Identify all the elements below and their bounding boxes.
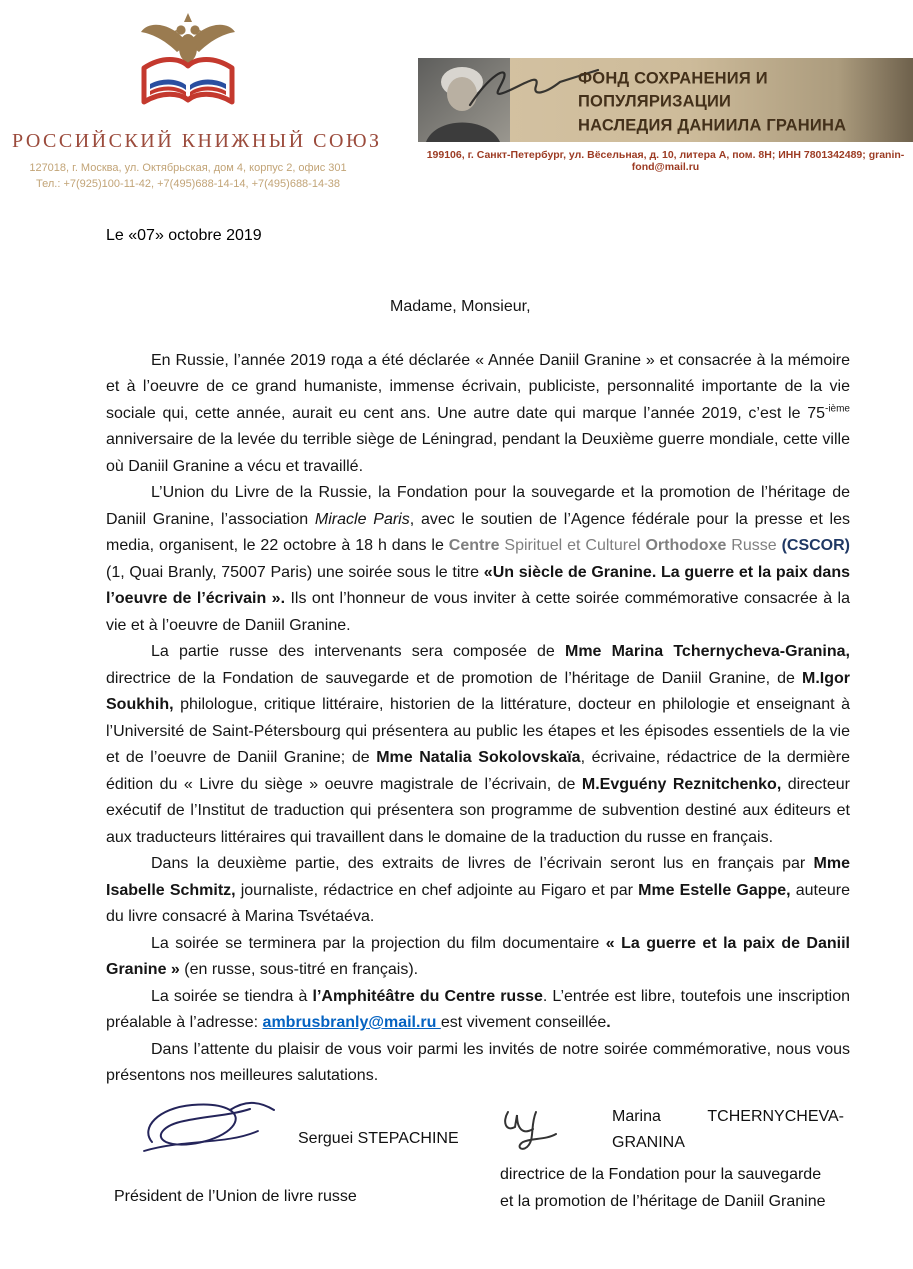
signature-block (106, 1098, 852, 1215)
text-run: « La guerre et la paix de Daniil Granine » (106, 934, 850, 978)
email-link[interactable]: ambrusbranly@mail.ru (262, 1014, 441, 1031)
text-run: Mme Estelle Gappe, (638, 881, 791, 899)
paragraph-6 (106, 984, 850, 1037)
text-run: Spirituel et Culturel (499, 537, 646, 554)
text-run: Mme Marina Tchernycheva-Granina, (564, 643, 850, 660)
letter-body (106, 294, 850, 1090)
text-run: Orthodoxe (645, 537, 727, 554)
rbu-eagle-book-logo-icon (132, 8, 244, 110)
text-run: Mme Natalia Sokolovskaïa (376, 749, 581, 766)
text-run: -ième (824, 403, 850, 415)
signature-right (500, 1098, 852, 1215)
text-run: . (606, 1014, 611, 1031)
text-run: journaliste, rédactrice en chef adjointe au Figaro et par (235, 881, 639, 899)
signature-left (106, 1098, 468, 1215)
text-run: directrice de la Fondation de sauvegarde et de promotion de l’héritage de Daniil Granine, de (106, 669, 802, 687)
granina-title: directrice de la Fondation pour la sauvegarde et la promotion de l’héritage de Daniil Granine (500, 1166, 826, 1210)
text-run: l’Amphitéâtre du Centre russe (312, 987, 543, 1005)
granin-fund-title-line2: НАСЛЕДИЯ ДАНИИЛА ГРАНИНА (578, 116, 847, 135)
text-run: (en russe, sous-titré en français). (179, 961, 419, 978)
letter-date: Le «07» octobre 2019 (106, 227, 262, 244)
text-run: La soirée se tiendra à (151, 987, 313, 1005)
text-run: M.Igor Soukhih, (106, 669, 850, 713)
paragraph-3 (106, 639, 850, 851)
paragraph-5 (106, 931, 850, 984)
text-run: L’Union du Livre de la Russie, la Fondation pour la souvegarde et la promotion de l’héritage de Daniil Granine, l’association (106, 484, 850, 528)
text-run: (CSCOR) (781, 537, 850, 554)
text-run: auteure du livre consacré à Marina Tsvétaéva. (106, 881, 851, 925)
text-run: Dans la deuxième partie, des extraits de livres de l’écrivain seront lus en français par (151, 855, 814, 872)
text-run: La partie russe des intervenants sera composée de (151, 643, 565, 660)
text-run: Miracle Paris (314, 510, 410, 528)
text-run: , avec le soutien de l’Agence fédérale pour la presse et les media, organisent, le 22 octobre à 18 h dans le (106, 510, 851, 554)
text-run: (1, Quai Branly, 75007 Paris) une soirée sous le titre (106, 563, 484, 581)
rbu-phones: Тел.: +7(925)100-11-42, +7(495)688-14-14, +7(495)688-14-38 (36, 178, 340, 190)
text-run: En Russie, l’année 2019 года a été déclarée « Année Daniil Granine » et consacrée à la mémoire et à l’oeuvre de ce grand humaniste, immense écrivain, publiciste, personnalité importante de la vie sociale qui, cette année, aurait eu cent ans. Une autre date qui marque l’année 2019, c’est le 75 (106, 351, 850, 422)
text-run: , écrivaine, rédactrice de la dermière édition du « Livre du siège » oeuvre magistrale de l’écrivain, de (106, 749, 851, 793)
text-run: . L’entrée est libre, toutefois une inscription préalable à l’adresse: (106, 987, 850, 1031)
stepachine-signature-icon (134, 1098, 276, 1156)
text-run: Russe (726, 537, 782, 554)
stepachine-name: Serguei STEPACHINE (298, 1130, 459, 1147)
text-run: est vivement conseillée (440, 1014, 607, 1031)
rbu-title: РОССИЙСКИЙ КНИЖНЫЙ СОЮЗ (12, 130, 382, 152)
granin-fund-title-line1: ФОНД СОХРАНЕНИЯ И ПОПУЛЯРИЗАЦИИ (578, 69, 768, 112)
text-run: Centre (448, 537, 500, 554)
paragraph-2 (106, 480, 850, 639)
text-run: directeur exécutif de l’Institut de traduction qui présentera son programme de subvention destiné aux éditeurs et aux traducteurs littéraires qui travaillent dans le domaine de la traduction du russe en français. (106, 775, 850, 846)
granin-fund-title (578, 68, 913, 138)
paragraph-7 (106, 1037, 850, 1090)
rbu-address: 127018, г. Москва, ул. Октябрьская, дом 4, корпус 2, офис 301 (29, 162, 347, 174)
salutation: Madame, Monsieur, (390, 298, 531, 315)
text-run: anniversaire de la levée du terrible siège de Léningrad, pendant la Deuxième guerre mondiale, cette ville où Daniil Granine a vécu et travaillé. (106, 431, 850, 475)
granin-fund-banner (418, 58, 913, 142)
text-run: Dans l’attente du plaisir de vous voir parmi les invités de notre soirée commémorative, nous vous présentons nos meilleures salutations. (106, 1040, 850, 1084)
granina-signature-icon (500, 1104, 566, 1150)
paragraph-1 (106, 348, 850, 481)
paragraph-4 (106, 851, 850, 931)
text-run: Ils ont l’honneur de vous inviter à cette soirée commémorative consacrée à la vie et à l’oeuvre de Daniil Granine. (106, 590, 850, 634)
granin-fund-address: 199106, г. Санкт-Петербург, ул. Вёсельная, д. 10, литера А, пом. 8Н; ИНН 7801342489; granin-fond@mail.ru (426, 149, 905, 173)
stepachine-title: Président de l’Union de livre russe (114, 1188, 357, 1205)
granina-name: Marina TCHERNYCHEVA- GRANINA (612, 1108, 844, 1151)
text-run: «Un siècle de Granine. La guerre et la paix dans l’oeuvre de l’écrivain ». (106, 563, 851, 607)
text-run: Mme Isabelle Schmitz, (106, 855, 850, 899)
rbu-letterhead (12, 8, 382, 190)
text-run: La soirée se terminera par la projection du film documentaire (151, 934, 606, 952)
text-run: M.Evguény Reznitchenko, (581, 775, 782, 793)
text-run: philologue, critique littéraire, historien de la littérature, docteur en philologie et enseignant à l’Université de Saint-Pétersbourg qui présentera au public les étapes et les épisodes essentiels de la vie et de l’oeuvre de Daniil Granine; de (106, 696, 850, 766)
granin-fund-letterhead (418, 58, 913, 173)
